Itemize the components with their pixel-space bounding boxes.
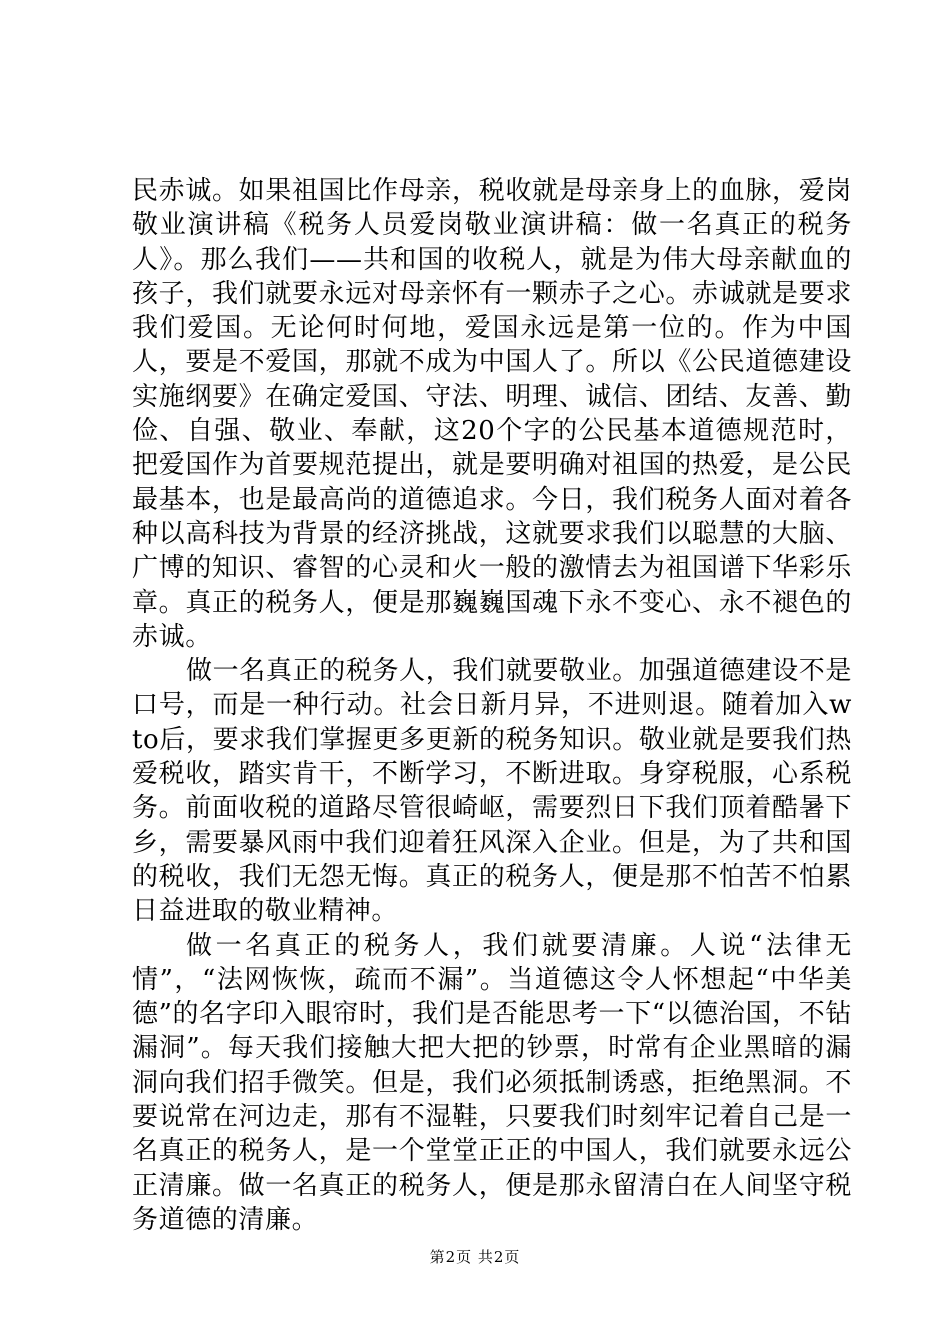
document-body	[132, 174, 852, 1237]
page-footer: 第2页 共2页	[429, 1248, 521, 1266]
paragraph-3: 做一名真正的税务人，我们就要清廉。人说“法律无情”，“法网恢恢，疏而不漏”。当道德这令人怀想起“中华美德”的名字印入眼帘时，我们是否能思考一下“以德治国，不钻漏洞”。每天我们接触大把大把的钞票，时常有企业黑暗的漏洞向我们招手微笑。但是，我们必须抵制诱惑，拒绝黑洞。不要说常在河边走，那有不湿鞋，只要我们时刻牢记着自己是一名真正的税务人，是一个堂堂正正的中国人，我们就要永远公正清廉。做一名真正的税务人，便是那永留清白在人间坚守税务道德的清廉。	[132, 930, 852, 1235]
paragraph-2: 做一名真正的税务人，我们就要敬业。加强道德建设不是口号，而是一种行动。社会日新月异，不进则退。随着加入wto后，要求我们掌握更多更新的税务知识。敬业就是要我们热爱税收，踏实肯干，不断学习，不断进取。身穿税服，心系税务。前面收税的道路尽管很崎岖，需要烈日下我们顶着酷暑下乡，需要暴风雨中我们迎着狂风深入企业。但是，为了共和国的税收，我们无怨无悔。真正的税务人，便是那不怕苦不怕累日益进取的敬业精神。	[132, 656, 852, 927]
paragraph-1: 民赤诚。如果祖国比作母亲，税收就是母亲身上的血脉，爱岗敬业演讲稿《税务人员爱岗敬业演讲稿：做一名真正的税务人》。那么我们——共和国的收税人，就是为伟大母亲献血的孩子，我们就要永远对母亲怀有一颗赤子之心。赤诚就是要求我们爱国。无论何时何地，爱国永远是第一位的。作为中国人，要是不爱国，那就不成为中国人了。所以《公民道德建设实施纲要》在确定爱国、守法、明理、诚信、团结、友善、勤俭、自强、敬业、奉献，这20个字的公民基本道德规范时，把爱国作为首要规范提出，就是要明确对祖国的热爱，是公民最基本，也是最高尚的道德追求。今日，我们税务人面对着各种以高科技为背景的经济挑战，这就要求我们以聪慧的大脑、广博的知识、睿智的心灵和火一般的激情去为祖国谱下华彩乐章。真正的税务人，便是那巍巍国魂下永不变心、永不褪色的赤诚。	[132, 176, 852, 652]
